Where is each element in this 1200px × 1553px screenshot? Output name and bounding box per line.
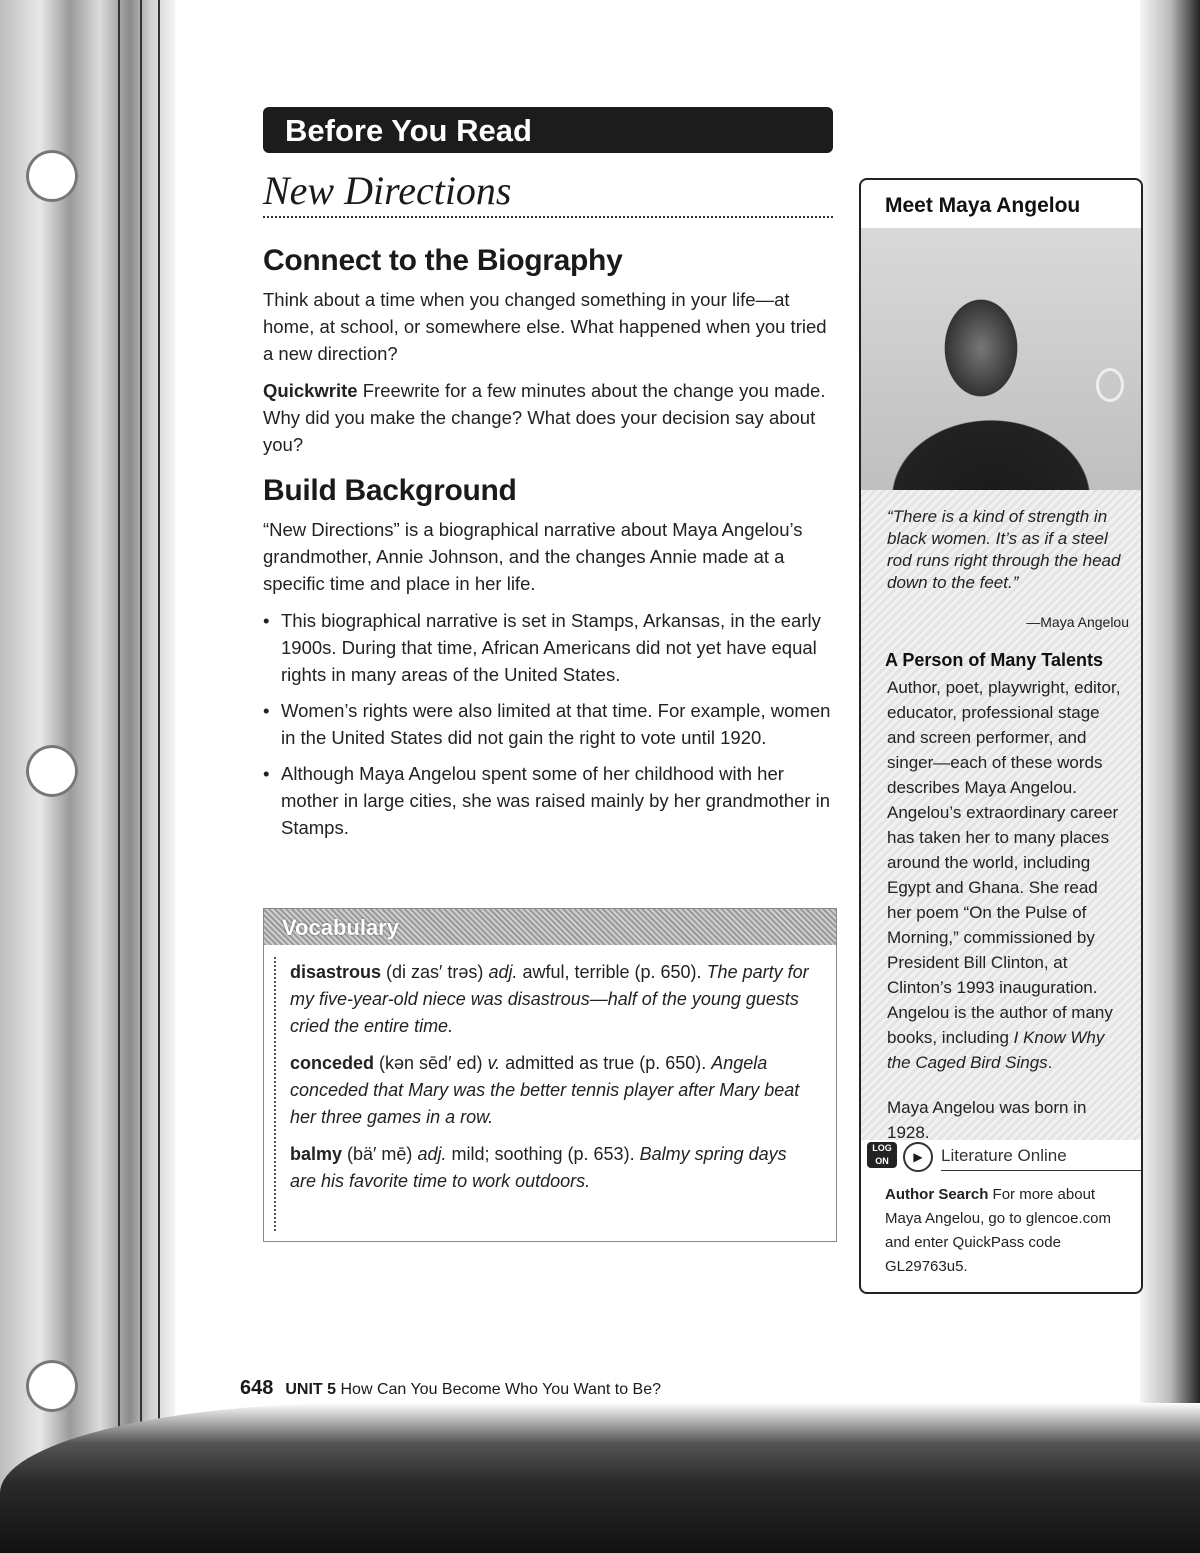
selection-title: New Directions: [263, 168, 512, 213]
vocab-example: The party for my five-year-old niece was disastrous—half of the young guests cried the entire time.: [290, 962, 809, 1036]
background-heading: Build Background: [263, 474, 517, 507]
vocab-pron: (bä′ mē): [342, 1144, 418, 1164]
unit-label: UNIT 5: [285, 1381, 337, 1398]
bullet-item: • Women’s rights were also limited at that time. For example, women in the United States did not gain the right to vote until 1920.: [279, 697, 835, 751]
vocab-term: disastrous: [290, 962, 382, 982]
author-search-label: Author Search: [885, 1186, 989, 1203]
vocab-def: admitted as true (p. 650).: [500, 1053, 712, 1073]
author-sidebar: [859, 178, 1143, 1294]
vocab-example: Balmy spring days are his favorite time to work outdoors.: [290, 1144, 787, 1191]
title-divider: [263, 216, 833, 218]
binder-line: [140, 0, 142, 1553]
background-paragraph: “New Directions” is a biographical narrative about Maya Angelou’s grandmother, Annie Johnson, and the changes Annie made at a specific time and place in her life.: [263, 519, 803, 594]
unit-title: How Can You Become Who You Want to Be?: [340, 1381, 661, 1398]
author-search: [885, 1183, 1131, 1279]
bullet-item: • This biographical narrative is set in Stamps, Arkansas, in the early 1900s. During that time, African Americans did not yet have equal rights in many areas of the United States.: [279, 607, 835, 688]
vocab-pos: v.: [487, 1053, 501, 1073]
vocab-term: balmy: [290, 1144, 343, 1164]
online-row[interactable]: [861, 1140, 1141, 1172]
birth-note: Maya Angelou was born in 1928.: [887, 1098, 1087, 1142]
main-column: [263, 244, 835, 850]
vocab-pron: (di zas′ trəs): [381, 962, 489, 982]
vocab-def: awful, terrible (p. 650).: [517, 962, 707, 982]
sidebar-title: Meet Maya Angelou: [885, 194, 1081, 217]
vocab-entry: [290, 1141, 810, 1195]
vocabulary-label: Vocabulary: [282, 915, 399, 940]
section-banner: [263, 107, 833, 153]
binder-edge: [0, 0, 175, 1553]
vocab-pos: adj.: [417, 1144, 447, 1164]
earring-shape: [1096, 368, 1124, 402]
author-photo: [861, 228, 1141, 490]
vocabulary-header: [264, 909, 836, 945]
sidebar-heading: A Person of Many Talents: [885, 650, 1104, 670]
vocab-entry: [290, 959, 810, 1040]
section-label: Before You Read: [285, 113, 532, 148]
vocab-example: Angela conceded that Mary was the better tennis player after Mary beat her three games in a row.: [290, 1053, 800, 1127]
background-bullets: [263, 607, 835, 841]
binder-hole: [26, 150, 78, 202]
vocab-term: conceded: [290, 1053, 375, 1073]
binder-hole: [26, 745, 78, 797]
sidebar-body-end: .: [1047, 1053, 1053, 1072]
quickwrite-text: Freewrite for a few minutes about the change you made. Why did you make the change? What does your decision say about you?: [263, 380, 826, 455]
vocabulary-rule: [274, 957, 276, 1231]
connect-heading: Connect to the Biography: [263, 244, 623, 277]
quote-attribution: —Maya Angelou: [1026, 614, 1129, 630]
author-search-text: For more about Maya Angelou, go to glencoe.com and enter QuickPass code GL29763u5.: [885, 1186, 1111, 1275]
page-footer: [240, 1377, 661, 1400]
vocab-pos: adj.: [488, 962, 518, 982]
scan-shadow-bottom: [0, 1403, 1200, 1553]
play-icon: ▶: [903, 1142, 933, 1172]
sidebar-body: [887, 675, 1127, 1075]
online-label: Literature Online: [941, 1146, 1067, 1165]
online-rule: [941, 1170, 1141, 1171]
author-quote: “There is a kind of strength in black women. It’s as if a steel rod runs right through the head down to the feet.”: [887, 507, 1121, 592]
bullet-item: • Although Maya Angelou spent some of her childhood with her mother in large cities, she was raised mainly by her grandmother in Stamps.: [279, 760, 835, 841]
binder-line: [118, 0, 120, 1553]
connect-paragraph: Think about a time when you changed something in your life—at home, at school, or somewhere else. What happened when you tried a new direction?: [263, 289, 827, 364]
vocab-def: mild; soothing (p. 653).: [446, 1144, 640, 1164]
vocab-pron: (kən sēd′ ed): [374, 1053, 488, 1073]
scan-edge-right: [1140, 0, 1200, 1553]
vocab-entry: [290, 1050, 810, 1131]
binder-hole: [26, 1360, 78, 1412]
sidebar-body-text: Author, poet, playwright, editor, educator, professional stage and screen performer, and singer—each of these words describes Maya Angelou. Angelou’s extraordinary career has taken her to many places around the world, including Egypt and Ghana. She read her poem “On the Pulse of Morning,” commissioned by President Bill Clinton, at Clinton’s 1993 inauguration. Angelou is the author of many books, including: [887, 678, 1121, 1047]
book-title: I Know Why the Caged Bird Sings: [887, 1028, 1105, 1072]
quickwrite-label: Quickwrite: [263, 380, 358, 401]
vocabulary-list: [290, 959, 810, 1205]
page-number: 648: [240, 1377, 274, 1399]
vocabulary-box: [263, 908, 837, 1242]
logon-badge: LOG ON: [867, 1142, 897, 1168]
quickwrite-paragraph: [263, 377, 835, 458]
binder-line: [158, 0, 160, 1553]
